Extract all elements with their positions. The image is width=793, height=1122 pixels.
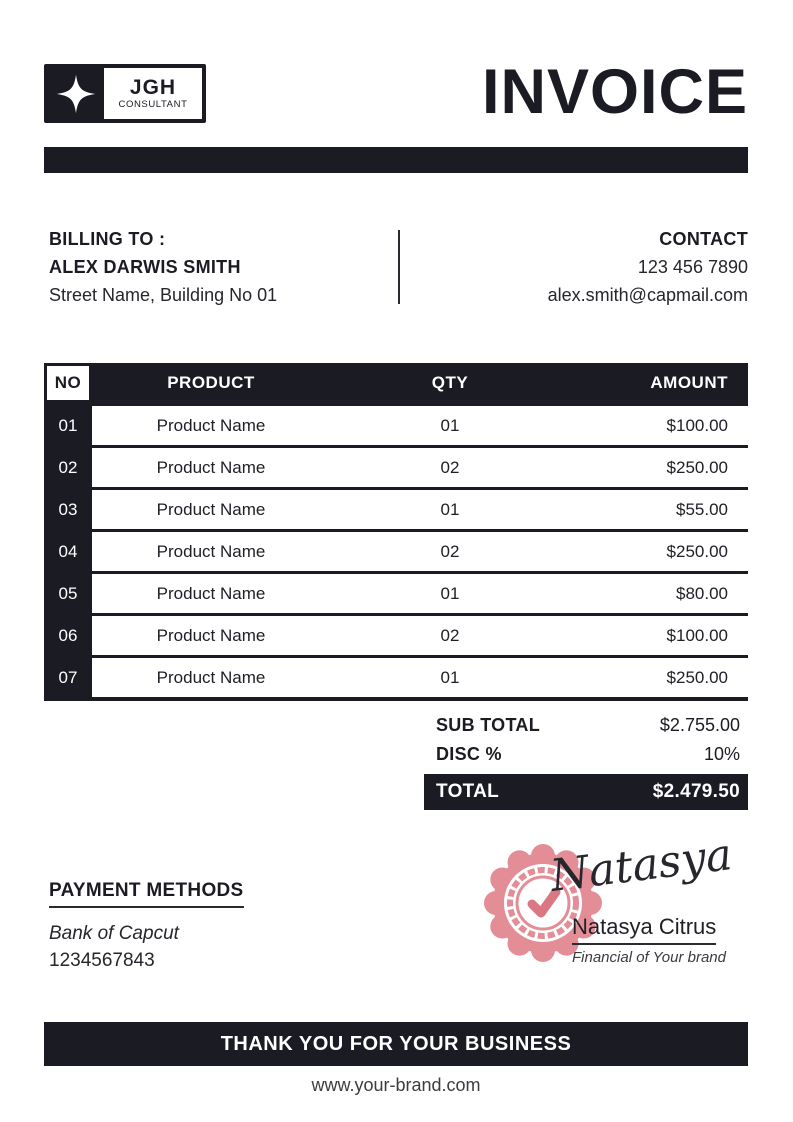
row-qty: 01 bbox=[440, 667, 460, 687]
website-line bbox=[44, 1075, 748, 1096]
payment-signature-section bbox=[44, 829, 748, 974]
page-title: INVOICE bbox=[481, 57, 748, 127]
table-header-row bbox=[44, 363, 748, 403]
row-product: Product Name bbox=[156, 457, 266, 477]
subtotal-row bbox=[424, 711, 748, 740]
header-amount: AMOUNT bbox=[650, 373, 728, 392]
table-row bbox=[44, 406, 748, 445]
row-amount: $100.00 bbox=[666, 625, 728, 645]
total-label: TOTAL bbox=[436, 781, 500, 802]
discount-row bbox=[424, 740, 748, 769]
row-qty: 01 bbox=[440, 415, 460, 435]
row-amount: $80.00 bbox=[676, 583, 728, 603]
discount-label: DISC % bbox=[436, 744, 502, 764]
table-row bbox=[44, 448, 748, 487]
total-value: $2.479.50 bbox=[652, 781, 740, 802]
row-product: Product Name bbox=[156, 541, 266, 561]
header-divider-bar bbox=[44, 147, 748, 173]
signature-block bbox=[482, 829, 748, 972]
logo-text-box bbox=[104, 68, 202, 119]
row-amount: $250.00 bbox=[666, 667, 728, 687]
row-amount: $55.00 bbox=[676, 499, 728, 519]
table-row bbox=[44, 490, 748, 529]
company-logo bbox=[44, 64, 206, 123]
subtotal-value: $2.755.00 bbox=[659, 715, 740, 735]
row-qty: 02 bbox=[440, 541, 460, 561]
logo-initials: JGH bbox=[129, 76, 177, 100]
row-amount: $250.00 bbox=[666, 457, 728, 477]
totals-block bbox=[424, 711, 748, 810]
website-link[interactable]: www.your-brand.com bbox=[311, 1075, 481, 1095]
contact-block bbox=[400, 225, 748, 309]
parties-section bbox=[44, 225, 748, 309]
row-number: 01 bbox=[44, 406, 92, 445]
row-product: Product Name bbox=[156, 415, 266, 435]
row-qty: 02 bbox=[440, 457, 460, 477]
thank-you-message: THANK YOU FOR YOUR BUSINESS bbox=[220, 1032, 572, 1055]
payment-bank-name: Bank of Capcut bbox=[49, 923, 179, 944]
row-qty: 01 bbox=[440, 583, 460, 603]
table-row bbox=[44, 616, 748, 655]
row-amount: $250.00 bbox=[666, 541, 728, 561]
subtotal-label: SUB TOTAL bbox=[436, 715, 541, 735]
sparkle-star-icon bbox=[48, 68, 104, 119]
header-no: NO bbox=[44, 363, 92, 403]
row-number: 06 bbox=[44, 616, 92, 655]
row-product: Product Name bbox=[156, 499, 266, 519]
row-amount: $100.00 bbox=[666, 415, 728, 435]
logo-subtitle: CONSULTANT bbox=[118, 98, 188, 110]
header bbox=[44, 57, 748, 127]
row-number: 02 bbox=[44, 448, 92, 487]
contact-label: CONTACT bbox=[659, 229, 748, 249]
row-number: 04 bbox=[44, 532, 92, 571]
row-qty: 02 bbox=[440, 625, 460, 645]
header-qty: QTY bbox=[431, 373, 469, 392]
payment-account-number: 1234567843 bbox=[49, 950, 155, 971]
table-row bbox=[44, 532, 748, 571]
row-number: 05 bbox=[44, 574, 92, 613]
table-row bbox=[44, 574, 748, 613]
row-product: Product Name bbox=[156, 667, 266, 687]
contact-phone: 123 456 7890 bbox=[637, 257, 748, 277]
billing-label: BILLING TO : bbox=[49, 229, 166, 249]
billing-address: Street Name, Building No 01 bbox=[49, 285, 278, 305]
row-product: Product Name bbox=[156, 625, 266, 645]
signatory-name: Natasya Citrus bbox=[572, 914, 716, 945]
total-row bbox=[424, 774, 748, 810]
signatory-role: Financial of Your brand bbox=[572, 949, 726, 966]
signature-script: Natasya bbox=[547, 829, 735, 902]
footer-banner bbox=[44, 1022, 748, 1066]
discount-value: 10% bbox=[703, 744, 740, 764]
row-number: 03 bbox=[44, 490, 92, 529]
billing-block bbox=[44, 225, 398, 309]
row-number: 07 bbox=[44, 658, 92, 697]
billing-name: ALEX DARWIS SMITH bbox=[49, 257, 241, 277]
items-table bbox=[44, 363, 748, 701]
header-product: PRODUCT bbox=[167, 373, 255, 392]
contact-email-link[interactable]: alex.smith@capmail.com bbox=[547, 285, 748, 305]
row-qty: 01 bbox=[440, 499, 460, 519]
table-row bbox=[44, 658, 748, 697]
row-product: Product Name bbox=[156, 583, 266, 603]
payment-methods-block bbox=[44, 842, 244, 974]
payment-methods-title: PAYMENT METHODS bbox=[49, 880, 244, 908]
